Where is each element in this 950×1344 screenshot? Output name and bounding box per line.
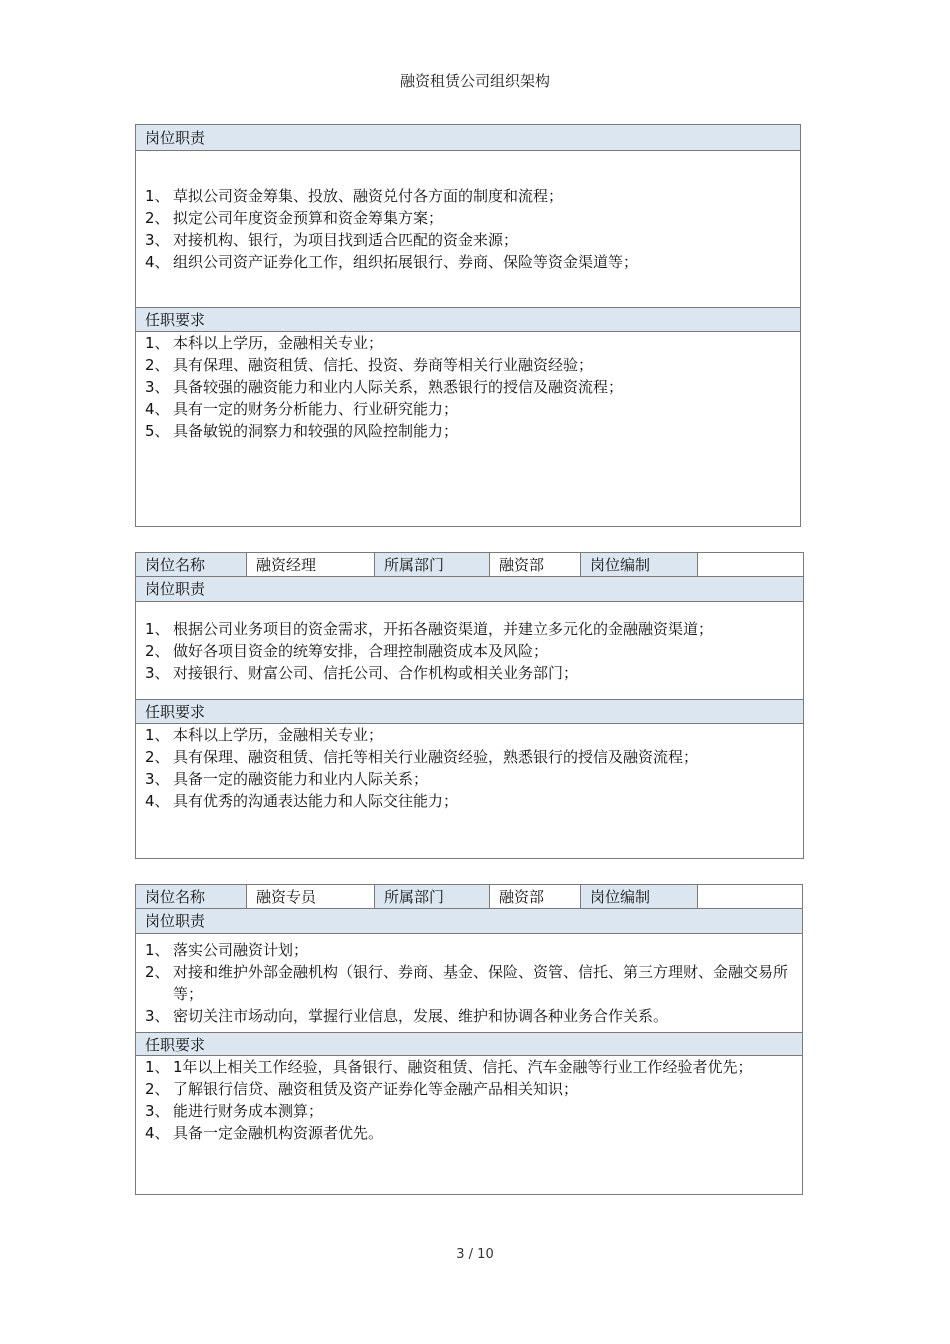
- headcount-label: 岗位编制: [581, 885, 698, 908]
- position-name-label: 岗位名称: [136, 885, 247, 908]
- list-item: 2、 具有保理、融资租赁、信托等相关行业融资经验，熟悉银行的授信及融资流程；: [145, 748, 699, 766]
- duties-list: [136, 151, 800, 307]
- list-item: 1、 草拟公司资金筹集、投放、融资兑付各方面的制度和流程；: [145, 187, 564, 205]
- list-item: 3、 对接机构、银行，为项目找到适合匹配的资金来源；: [145, 231, 519, 249]
- requirements-header: 任职要求: [136, 307, 800, 332]
- list-item: 1、 根据公司业务项目的资金需求，开拓各融资渠道，并建立多元化的金融融资渠道；: [145, 620, 714, 638]
- list-item: 4、 组织公司资产证券化工作，组织拓展银行、券商、保险等资金渠道等；: [145, 253, 639, 271]
- list-item: 1、 落实公司融资计划；: [145, 941, 309, 959]
- list-item: 3、 能进行财务成本测算；: [145, 1102, 324, 1120]
- requirements-header: 任职要求: [136, 1032, 802, 1056]
- duties-header: 岗位职责: [136, 909, 802, 934]
- requirements-list: [136, 332, 800, 442]
- document-title: 融资租赁公司组织架构: [399, 72, 550, 90]
- position-info-row: [136, 553, 803, 577]
- duties-header: 岗位职责: [136, 125, 800, 151]
- requirements-list: [136, 1056, 802, 1144]
- headcount-value: [698, 885, 802, 908]
- list-item: 3、 具备较强的融资能力和业内人际关系，熟悉银行的授信及融资流程；: [145, 378, 624, 396]
- department-value: 融资部: [490, 553, 581, 576]
- page-number: 3 / 10: [456, 1247, 494, 1262]
- list-item: 4、 具备一定金融机构资源者优先。: [145, 1124, 384, 1142]
- position-name-value: 融资专员: [247, 885, 375, 908]
- list-item: 4、 具有一定的财务分析能力、行业研究能力；: [145, 400, 459, 418]
- list-item: 3、 密切关注市场动向，掌握行业信息，发展、维护和协调各种业务合作关系。: [145, 1007, 669, 1025]
- position-name-value: 融资经理: [247, 553, 375, 576]
- duties-list: [136, 934, 802, 1032]
- headcount-value: [698, 553, 803, 576]
- job-block-2: [135, 552, 804, 859]
- requirements-list: [136, 724, 803, 812]
- list-item: 2、 对接和维护外部金融机构（银行、券商、基金、保险、资管、信托、第三方理财、金融交易所等；: [145, 963, 789, 1003]
- list-item: 3、 对接银行、财富公司、信托公司、合作机构或相关业务部门；: [145, 664, 579, 682]
- list-item: 5、 具备敏锐的洞察力和较强的风险控制能力；: [145, 422, 459, 440]
- department-label: 所属部门: [375, 553, 490, 576]
- list-item: 4、 具有优秀的沟通表达能力和人际交往能力；: [145, 792, 459, 810]
- list-item: 3、 具备一定的融资能力和业内人际关系；: [145, 770, 429, 788]
- list-item: 2、 具有保理、融资租赁、信托、投资、券商等相关行业融资经验；: [145, 356, 594, 374]
- duties-list: [136, 602, 803, 699]
- position-info-row: [136, 885, 802, 909]
- requirements-header: 任职要求: [136, 699, 803, 724]
- list-item: 2、 了解银行信贷、融资租赁及资产证券化等金融产品相关知识；: [145, 1080, 579, 1098]
- job-block-3: [135, 884, 803, 1195]
- list-item: 2、 做好各项目资金的统筹安排，合理控制融资成本及风险；: [145, 642, 549, 660]
- job-block-1: [135, 124, 801, 527]
- duties-header: 岗位职责: [136, 577, 803, 602]
- list-item: 1、 本科以上学历，金融相关专业；: [145, 334, 384, 352]
- list-item: 1、 1年以上相关工作经验，具备银行、融资租赁、信托、汽车金融等行业工作经验者优先；: [145, 1058, 753, 1076]
- department-label: 所属部门: [375, 885, 490, 908]
- list-item: 1、 本科以上学历，金融相关专业；: [145, 726, 384, 744]
- department-value: 融资部: [490, 885, 581, 908]
- list-item: 2、 拟定公司年度资金预算和资金筹集方案；: [145, 209, 444, 227]
- headcount-label: 岗位编制: [581, 553, 698, 576]
- position-name-label: 岗位名称: [136, 553, 247, 576]
